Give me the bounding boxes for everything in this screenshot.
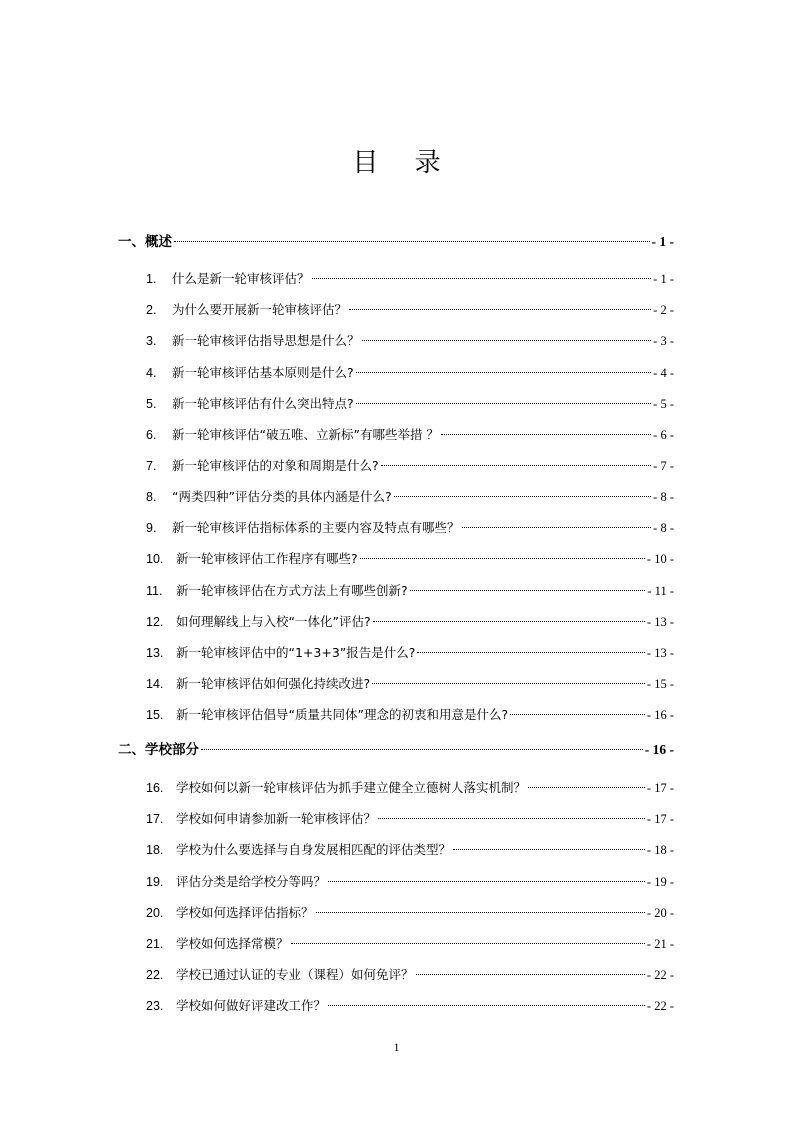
dot-leader <box>410 590 646 591</box>
toc-page-number: - 13 - <box>646 615 674 629</box>
toc-item-number: 9. <box>146 521 157 535</box>
toc-item-label: 学校如何做好评建改工作？ <box>176 998 327 1013</box>
toc-item-label: 学校如何以新一轮审核评估为抓手建立健全立德树人落实机制？ <box>176 780 527 795</box>
dot-leader <box>360 558 645 559</box>
toc-page-number: - 22 - <box>646 968 674 982</box>
toc-item[interactable] <box>146 298 674 322</box>
toc-item-number: 3. <box>146 334 157 348</box>
dot-leader <box>394 496 652 497</box>
dot-leader <box>362 340 652 341</box>
toc-page-number: - 19 - <box>646 875 674 889</box>
toc-page-number: - 4 - <box>653 366 674 380</box>
toc-page-number: - 16 - <box>644 742 674 757</box>
toc-item-label: 新一轮审核评估指标体系的主要内容及特点有哪些？ <box>172 520 460 535</box>
toc-item-number: 15. <box>146 708 164 722</box>
toc-item-label: 新一轮审核评估在方式方法上有哪些创新? <box>176 583 408 598</box>
toc-page-number: - 22 - <box>646 999 674 1013</box>
toc-item-label: 新一轮审核评估指导思想是什么？ <box>172 333 360 348</box>
toc-item-number: 2. <box>146 303 157 317</box>
toc-item-label: 新一轮审核评估中的“1+3+3”报告是什么? <box>176 645 416 660</box>
dot-leader <box>328 881 645 882</box>
toc-page-number: - 17 - <box>646 781 674 795</box>
page-footer-number: 1 <box>393 1040 400 1054</box>
toc-page-number: - 10 - <box>646 552 674 566</box>
toc-page-number: - 3 - <box>653 334 674 348</box>
toc-section-label: 一、概述 <box>118 234 172 250</box>
toc-item-number: 22. <box>146 968 164 982</box>
toc-item[interactable] <box>146 901 674 925</box>
toc-item-number: 1. <box>146 272 157 286</box>
toc-item[interactable] <box>146 672 674 696</box>
toc-item-number: 18. <box>146 843 164 857</box>
toc-item-number: 5. <box>146 397 157 411</box>
toc-item[interactable] <box>146 703 674 727</box>
toc-item-number: 16. <box>146 781 164 795</box>
toc-item-label: 新一轮审核评估如何强化持续改进? <box>176 676 371 691</box>
toc-item-label: 学校如何选择常模？ <box>176 936 289 951</box>
toc-page-number: - 16 - <box>646 708 674 722</box>
dot-leader <box>291 943 645 944</box>
dot-leader <box>416 974 645 975</box>
toc-page-number: - 15 - <box>646 677 674 691</box>
dot-leader <box>316 912 645 913</box>
toc-item[interactable] <box>146 807 674 831</box>
toc-item-number: 20. <box>146 906 164 920</box>
toc-item-label: “两类四种”评估分类的具体内涵是什么? <box>172 489 392 504</box>
toc-page-number: - 2 - <box>653 303 674 317</box>
toc-item-label: 新一轮审核评估有什么突出特点? <box>172 396 354 411</box>
toc-section[interactable] <box>118 738 674 762</box>
toc-item[interactable] <box>146 776 674 800</box>
dot-leader <box>356 372 652 373</box>
toc-item-number: 13. <box>146 646 164 660</box>
toc-item-number: 23. <box>146 999 164 1013</box>
toc-item-label: 如何理解线上与入校“一体化”评估? <box>176 614 371 629</box>
toc-item[interactable] <box>146 516 674 540</box>
toc-item[interactable] <box>146 454 674 478</box>
dot-leader <box>328 1005 645 1006</box>
toc-section[interactable] <box>118 230 674 254</box>
toc-page-number: - 11 - <box>647 584 674 598</box>
dot-leader <box>174 241 650 242</box>
toc-item-label: 新一轮审核评估倡导“质量共同体”理念的初衷和用意是什么? <box>176 707 509 722</box>
toc-page-number: - 1 - <box>651 234 674 249</box>
dot-leader <box>373 621 645 622</box>
toc-page-number: - 6 - <box>653 428 674 442</box>
toc-item-label: 新一轮审核评估工作程序有哪些? <box>176 551 358 566</box>
dot-leader <box>349 309 651 310</box>
dot-leader <box>378 818 645 819</box>
toc-item-label: 什么是新一轮审核评估？ <box>172 271 310 286</box>
dot-leader <box>510 714 645 715</box>
toc-item[interactable] <box>146 963 674 987</box>
toc-item[interactable] <box>146 267 674 291</box>
dot-leader <box>441 434 651 435</box>
toc-item[interactable] <box>146 329 674 353</box>
toc-page-number: - 1 - <box>653 272 674 286</box>
dot-leader <box>381 465 652 466</box>
dot-leader <box>356 403 652 404</box>
toc-section-label: 二、学校部分 <box>118 742 199 758</box>
toc-item-label: 新一轮审核评估“破五唯、立新标”有哪些举措 ？ <box>172 427 439 442</box>
toc-item[interactable] <box>146 610 674 634</box>
toc-item-number: 10. <box>146 552 164 566</box>
toc-item-label: 学校为什么要选择与自身发展相匹配的评估类型？ <box>176 842 452 857</box>
toc-item-number: 21. <box>146 937 164 951</box>
page-title: 目 录 <box>352 148 455 178</box>
toc-page-number: - 8 - <box>653 490 674 504</box>
toc-item-number: 12. <box>146 615 164 629</box>
toc-page-number: - 17 - <box>646 812 674 826</box>
toc-item-label: 学校如何申请参加新一轮审核评估？ <box>176 811 377 826</box>
toc-page-number: - 5 - <box>653 397 674 411</box>
toc-page-number: - 20 - <box>646 906 674 920</box>
toc-item-label: 新一轮审核评估基本原则是什么? <box>172 365 354 380</box>
toc-item-number: 4. <box>146 366 157 380</box>
toc-page-number: - 13 - <box>646 646 674 660</box>
toc-item-label: 为什么要开展新一轮审核评估？ <box>172 302 348 317</box>
dot-leader <box>462 527 652 528</box>
toc-page-number: - 21 - <box>646 937 674 951</box>
toc-item[interactable] <box>146 392 674 416</box>
toc-item-label: 评估分类是给学校分等吗？ <box>176 874 327 889</box>
toc-item-number: 19. <box>146 875 164 889</box>
toc-item[interactable] <box>146 579 674 603</box>
toc-item[interactable] <box>146 870 674 894</box>
toc-page-number: - 7 - <box>653 459 674 473</box>
toc-item[interactable] <box>146 641 674 665</box>
toc-item-label: 学校已通过认证的专业（课程）如何免评？ <box>176 967 414 982</box>
dot-leader <box>312 278 652 279</box>
toc-item[interactable] <box>146 932 674 956</box>
toc-item-label: 新一轮审核评估的对象和周期是什么? <box>172 458 379 473</box>
toc-page-number: - 8 - <box>653 521 674 535</box>
toc-item-number: 7. <box>146 459 157 473</box>
toc-item[interactable] <box>146 485 674 509</box>
dot-leader <box>528 787 645 788</box>
toc-item[interactable] <box>146 994 674 1018</box>
toc-item-number: 17. <box>146 812 164 826</box>
toc-item-number: 8. <box>146 490 157 504</box>
dot-leader <box>201 749 643 750</box>
toc-item[interactable] <box>146 547 674 571</box>
dot-leader <box>372 683 645 684</box>
toc-item-label: 学校如何选择评估指标？ <box>176 905 314 920</box>
toc-item-number: 11. <box>146 584 163 598</box>
toc-page-number: - 18 - <box>646 843 674 857</box>
toc-item-number: 14. <box>146 677 164 691</box>
dot-leader <box>417 652 645 653</box>
toc-item-number: 6. <box>146 428 157 442</box>
toc-item[interactable] <box>146 838 674 862</box>
toc-item[interactable] <box>146 423 674 447</box>
dot-leader <box>453 849 645 850</box>
toc-item[interactable] <box>146 361 674 385</box>
